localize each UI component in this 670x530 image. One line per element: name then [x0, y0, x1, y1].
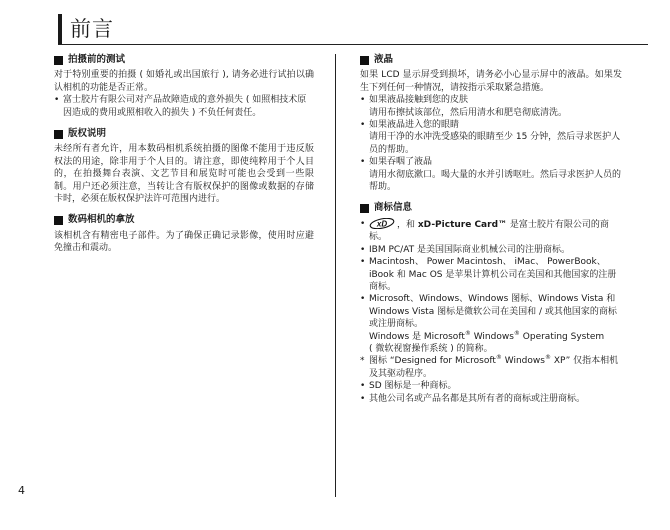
subtext-part: XP” 仅指本相机及其驱动程序。 [369, 356, 619, 379]
registered-mark: ® [495, 354, 502, 362]
section-handling [54, 214, 314, 254]
right-column [360, 54, 622, 414]
list-item-title: 如果液晶接触到您的皮肤 [369, 95, 469, 106]
page-number: 4 [18, 484, 25, 497]
list-item [360, 293, 622, 355]
registered-mark: ® [544, 354, 551, 362]
asterisk-icon: * [360, 356, 365, 367]
section-marker-icon [54, 216, 63, 225]
list-item-text: 请用水彻底漱口。喝大量的水并引诱呕吐。然后寻求医护人员的帮助。 [369, 169, 622, 193]
heading-text: 数码相机的拿放 [68, 214, 135, 226]
list-item-text: SD 图标是一种商标。 [369, 381, 457, 392]
registered-mark: ® [513, 329, 520, 337]
bullet-list [360, 218, 622, 405]
list-item-text: 请用干净的水冲洗受感染的眼睛至少 15 分钟，然后寻求医护人员的帮助。 [369, 132, 621, 155]
section-heading [360, 54, 622, 66]
heading-text: 版权说明 [68, 128, 107, 140]
bullet-icon: • [360, 244, 366, 255]
section-trademarks [360, 202, 622, 405]
xd-logo-text: xD [376, 219, 388, 229]
list-item-text: 请用布擦拭该部位，然后用清水和肥皂彻底清洗。 [369, 107, 568, 118]
section-copyright [54, 128, 314, 205]
bullet-list [54, 94, 314, 119]
subtext-part: Windows [470, 331, 514, 342]
section-body: 如果 LCD 显示屏受到损坏，请务必小心显示屏中的液晶。如果发生下列任何一种情况，请按指示采取紧急措施。 [360, 70, 622, 93]
subtext-part: 图标 “Designed for Microsoft [369, 356, 496, 367]
heading-text: 拍摄前的测试 [68, 54, 126, 65]
bullet-icon: • [360, 257, 366, 268]
list-item [360, 119, 622, 156]
list-item [360, 156, 622, 193]
list-item [360, 355, 622, 380]
list-item-text: 其他公司名或产品名都是其所有者的商标或注册商标。 [369, 393, 586, 404]
list-item [360, 393, 622, 405]
trademark-name: xD-Picture Card™ [417, 219, 508, 230]
section-test-shots [54, 54, 314, 119]
bullet-list [360, 94, 622, 193]
bullet-icon: • [360, 120, 366, 131]
list-item [360, 256, 622, 293]
subtext-part: Windows [501, 356, 545, 367]
bullet-icon: • [360, 95, 366, 106]
list-item [360, 218, 622, 244]
list-item-text: 富士胶片有限公司对产品故障造成的意外损失 ( 如照相技术原因造成的费用或照相收入的损失 ) 不负任何责任。 [63, 95, 307, 118]
list-item [360, 244, 622, 256]
heading-text: 液晶 [374, 54, 394, 65]
bullet-icon: • [360, 381, 366, 392]
list-item-title: 如果液晶进入您的眼睛 [369, 120, 460, 131]
trademark-text-post: 是富士胶片有限公司的商标。 [369, 219, 609, 243]
section-marker-icon [54, 130, 63, 139]
header-rule [58, 44, 648, 45]
subtext-part: Windows 是 Microsoft [369, 331, 465, 342]
left-column [54, 54, 314, 264]
column-divider [335, 54, 336, 497]
bullet-icon: • [360, 157, 366, 168]
list-item [360, 380, 622, 392]
list-item [360, 94, 622, 119]
section-heading [54, 214, 314, 226]
section-marker-icon [360, 204, 369, 213]
bullet-icon: • [360, 294, 366, 305]
list-item-text: IBM PC/AT 是美国国际商业机械公司的注册商标。 [369, 244, 571, 255]
list-item-text: Microsoft、Windows、Windows 图标、Windows Vista 和 Windows Vista 图标是微软公司在美国和 / 或其他国家的商标或注册商标。 [369, 294, 617, 330]
registered-mark: ® [464, 329, 471, 337]
xd-picture-logo-icon [369, 218, 395, 229]
section-body: 该相机含有精密电子部件。为了确保正确记录影像，使用时应避免撞击和震动。 [54, 230, 314, 254]
trademark-text-pre: ，和 [397, 219, 418, 230]
list-item-title: 如果吞咽了液晶 [369, 157, 433, 168]
section-heading [360, 202, 622, 214]
heading-text: 商标信息 [374, 202, 413, 214]
section-marker-icon [54, 56, 63, 65]
section-body: 未经所有者允许，用本数码相机系统拍摄的图像不能用于违反版权法的用途，除非用于个人目的。请注意，即使纯粹用于个人目的，在拍摄舞台表演、文艺节目和展览时可能也会受到一些限制。用户还必须注意，当转让含有版权保护的图像或数据的存储卡时，必须在版权保护法许可范围内进行。 [54, 144, 314, 205]
list-item-subtext: ( 微软视窗操作系统 ) 的简称。 [369, 343, 493, 354]
section-heading [54, 128, 314, 140]
section-body: 对于特别重要的拍摄 ( 如婚礼或出国旅行 ), 请务必进行试拍以确认相机的功能是否正常。 [54, 70, 314, 93]
bullet-icon: • [360, 218, 366, 229]
title-bar [58, 14, 114, 44]
bullet-icon: • [360, 393, 366, 404]
section-heading [54, 54, 314, 66]
list-item [54, 94, 314, 119]
list-item-text: Macintosh、 Power Macintosh、 iMac、 PowerBook、 iBook 和 Mac OS 是苹果计算机公司在美国和其他国家的注册商标。 [369, 257, 617, 292]
page-title: 前言 [70, 17, 114, 41]
list-item-subtext [369, 331, 622, 343]
bullet-icon: • [54, 95, 60, 106]
subtext-part: Operating System [519, 331, 605, 342]
section-marker-icon [360, 56, 369, 65]
section-lcd [360, 54, 622, 193]
